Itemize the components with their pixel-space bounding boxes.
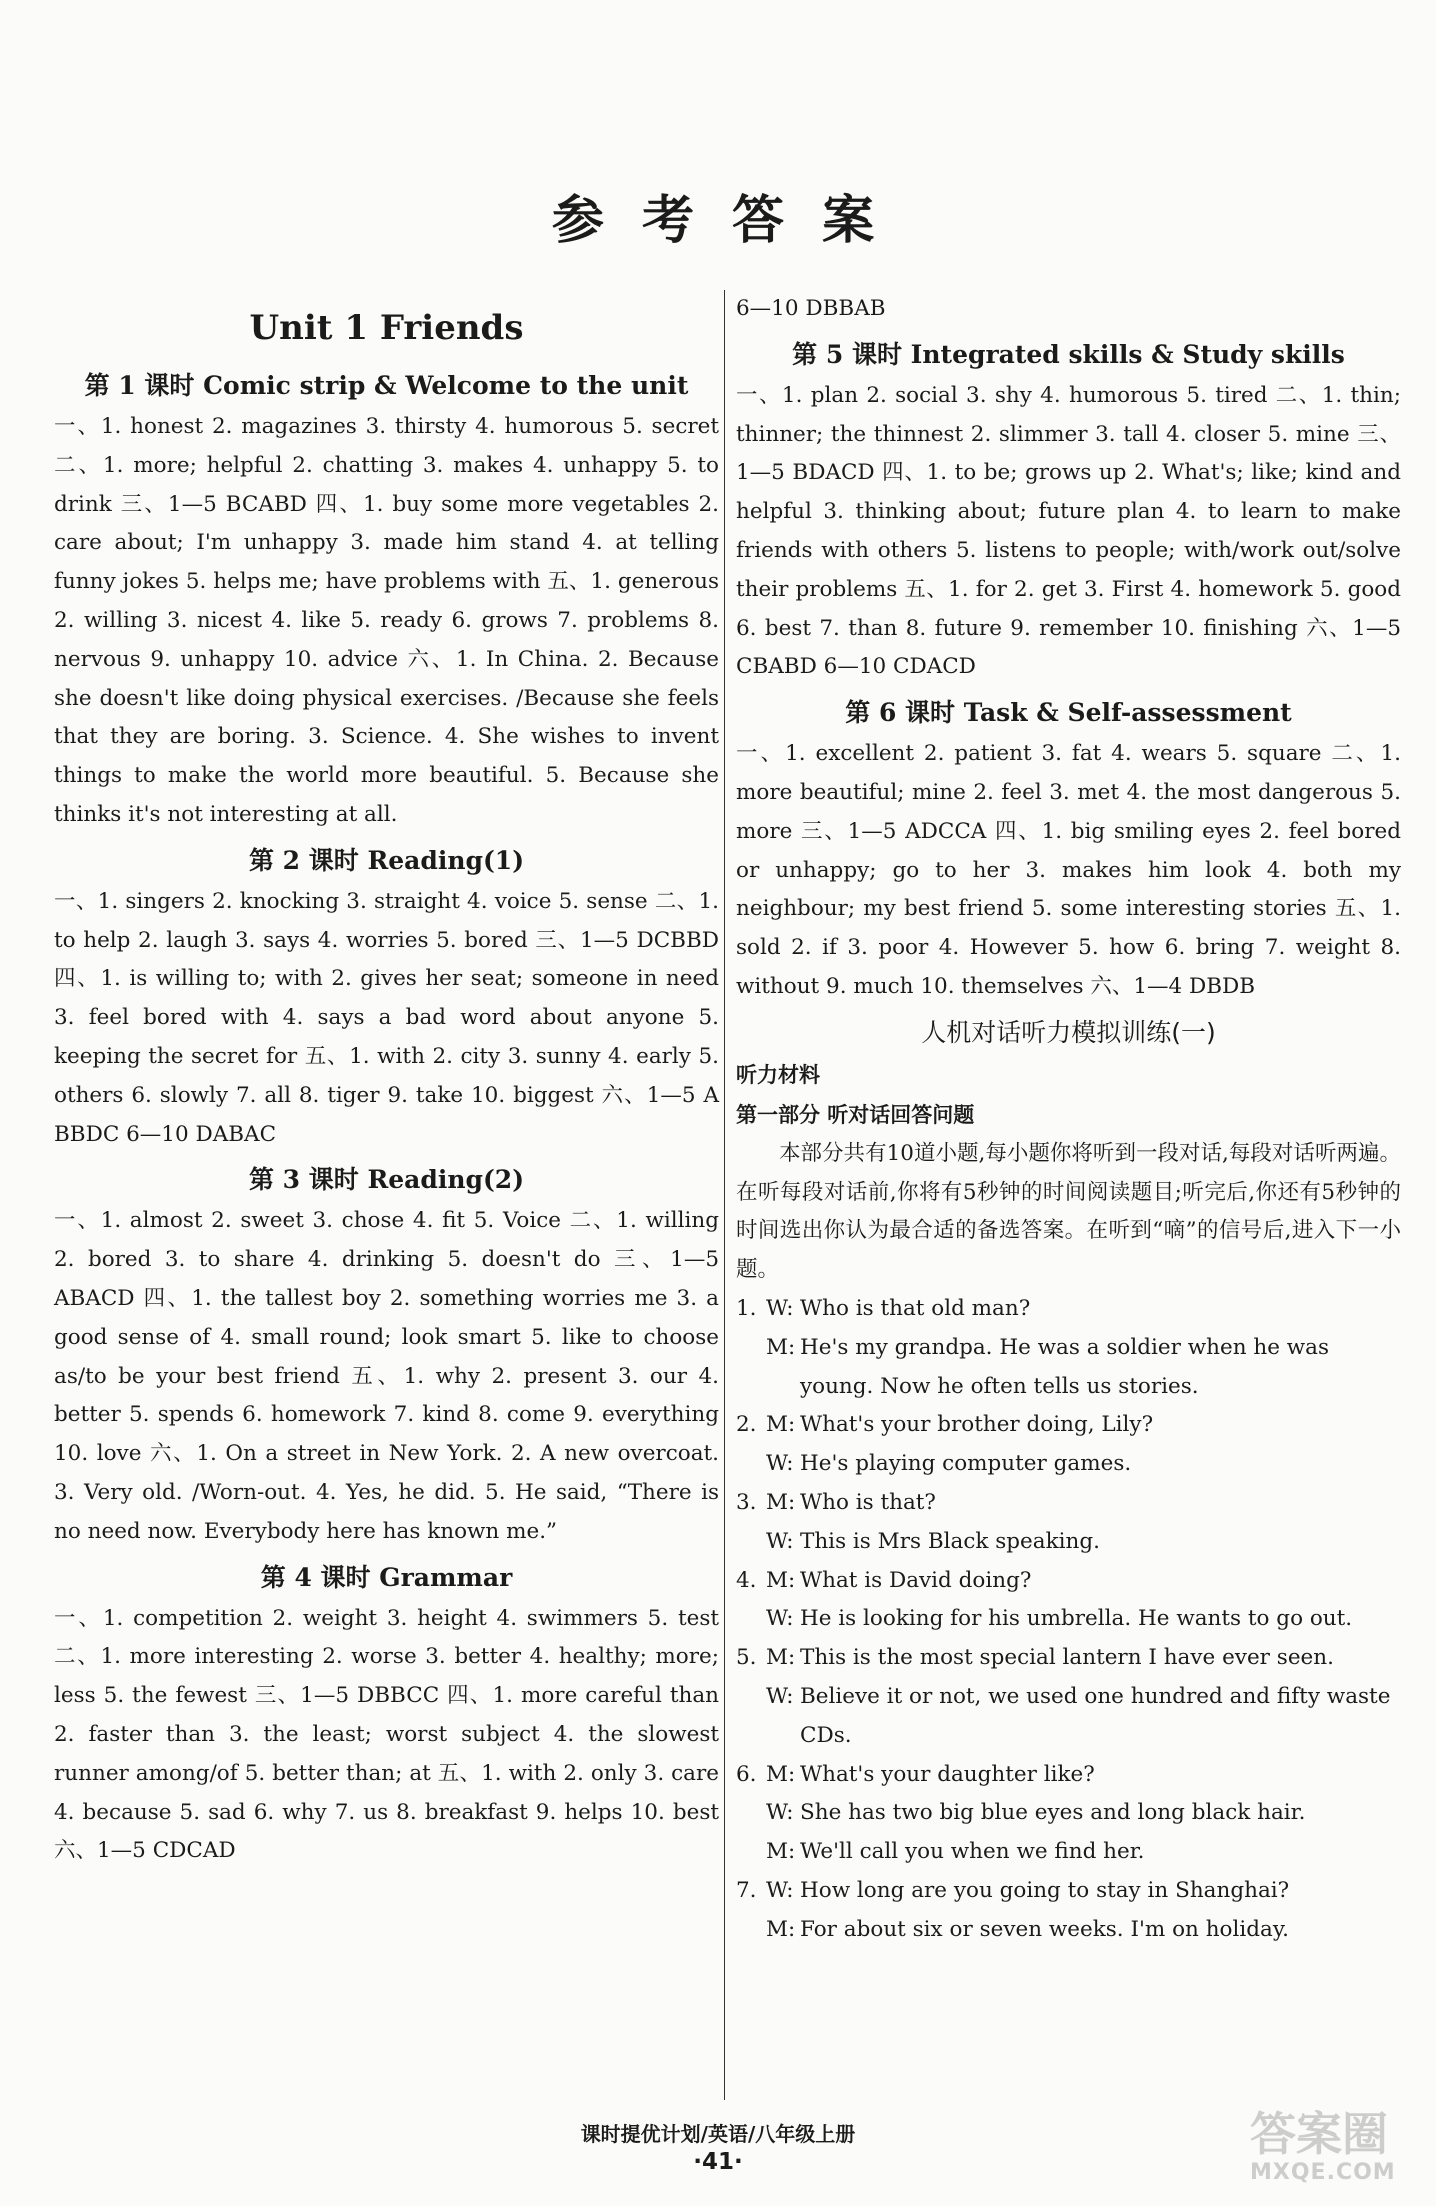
- lesson-2-answers: 一、1. singers 2. knocking 3. straight 4. voice 5. sense 二、1. to help 2. laugh 3. says 4. worries 5. bored 三、1—5 DCBBD 四、1. is willing to; with 2. gives her seat; someone in need 3. feel bored with 4. says a bad word about anyone 5. keeping the secret for 五、1. with 2. city 3. sunny 4. early 5. others 6. slowly 7. all 8. tiger 9. take 10. biggest 六、1—5 A BBDC 6—10 DABAC: [54, 888, 719, 1147]
- dialogue-text: He's playing computer games.: [800, 1451, 1132, 1477]
- dialogue-line: [736, 1290, 1401, 1329]
- speaker: W:: [766, 1606, 794, 1632]
- lesson-6-heading: 第 6 课时 Task & Self-assessment: [845, 698, 1292, 728]
- lesson-4-heading: 第 4 课时 Grammar: [260, 1562, 513, 1592]
- dialogue-text: What's your brother doing, Lily?: [800, 1412, 1154, 1438]
- speaker: W:: [766, 1295, 794, 1321]
- speaker: W:: [766, 1683, 794, 1709]
- watermark-logo: [1250, 2108, 1430, 2198]
- speaker: M:: [766, 1761, 796, 1787]
- speaker: M:: [766, 1645, 796, 1671]
- dialogue-text: This is the most special lantern I have ever seen.: [800, 1645, 1334, 1671]
- listening-intro: 本部分共有10道小题,每小题你将听到一段对话,每段对话听两遍。在听每段对话前,你将有5秒钟的时间阅读题目;听完后,你还有5秒钟的时间选出你认为最合适的备选答案。在听到“嘀”的信号后,进入下一小题。: [736, 1140, 1401, 1283]
- dialogue-text: How long are you going to stay in Shanghai?: [800, 1877, 1290, 1903]
- dialogue-line: [736, 1600, 1401, 1639]
- unit-heading: Unit 1 Friends: [249, 308, 524, 348]
- lesson-1-heading: 第 1 课时 Comic strip & Welcome to the unit: [84, 371, 689, 400]
- lesson-1-answers: 一、1. honest 2. magazines 3. thirsty 4. humorous 5. secret 二、1. more; helpful 2. chatting 3. makes 4. unhappy 5. to drink 三、1—5 BCABD 四、1. buy some more vegetables 2. care about; I'm unhappy 3. made him stand 4. at telling funny jokes 5. helps me; have problems with 五、1. generous 2. willing 3. nicest 4. like 5. ready 6. grows 7. problems 8. nervous 9. unhappy 10. advice 六、1. In China. 2. Because she doesn't like doing physical exercises. /Because she feels that they are boring. 3. Science. 4. She wishes to invent things to make the world more beautiful. 5. Because she thinks it's not interesting at all.: [54, 414, 719, 827]
- dialogue-number: 5.: [736, 1645, 757, 1671]
- speaker: W:: [766, 1877, 794, 1903]
- watermark-url: MXQE.COM: [1250, 2160, 1396, 2185]
- dialogue-text: We'll call you when we find her.: [800, 1839, 1145, 1865]
- dialogue-text: He is looking for his umbrella. He wants to go out.: [800, 1606, 1353, 1632]
- footer-title: 课时提优计划/英语/八年级上册: [580, 2122, 856, 2146]
- listening-part-label: 第一部分 听对话回答问题: [736, 1102, 975, 1127]
- speaker: M:: [766, 1412, 796, 1438]
- lesson-3-heading: 第 3 课时 Reading(2): [248, 1165, 525, 1195]
- dialogue-number: 6.: [736, 1761, 757, 1787]
- continued-answers: 6—10 DBBAB: [736, 296, 886, 321]
- speaker: M:: [766, 1489, 796, 1515]
- speaker: M:: [766, 1567, 796, 1593]
- dialogue-line: [736, 1523, 1401, 1562]
- lesson-4-answers: 一、1. competition 2. weight 3. height 4. swimmers 5. test 二、1. more interesting 2. worse 3. better 4. healthy; more; less 5. the fewest 三、1—5 DBBCC 四、1. more careful than 2. faster than 3. the least; worst subject 4. the slowest runner among/of 5. better than; at 五、1. with 2. only 3. care 4. because 5. sad 6. why 7. us 8. breakfast 9. helps 10. best 六、1—5 CDCAD: [54, 1605, 719, 1864]
- left-column: [54, 300, 719, 1871]
- dialogue-line: [736, 1872, 1401, 1911]
- lesson-5-answers: 一、1. plan 2. social 3. shy 4. humorous 5. tired 二、1. thin; thinner; the thinnest 2. slimmer 3. tall 4. closer 5. mine 三、1—5 BDACD 四、1. to be; grows up 2. What's; like; kind and helpful 3. thinking about; future plan 4. to learn to make friends with others 5. listens to people; with/work out/solve their problems 五、1. for 2. get 3. First 4. homework 5. good 6. best 7. than 8. future 9. remember 10. finishing 六、1—5 CBABD 6—10 CDACD: [736, 382, 1401, 680]
- lesson-3-answers: 一、1. almost 2. sweet 3. chose 4. fit 5. Voice 二、1. willing 2. bored 3. to share 4. drinking 5. doesn't do 三、1—5 ABACD 四、1. the tallest boy 2. something worries me 3. a good sense of 4. small round; look smart 5. like to choose as/to be your best friend 五、1. why 2. present 3. our 4. better 5. spends 6. homework 7. kind 8. come 9. everything 10. love 六、1. On a street in New York. 2. A new overcoat. 3. Very old. /Worn-out. 4. Yes, he did. 5. He said, “There is no need now. Everybody here has known me.”: [54, 1208, 719, 1544]
- watermark-text: 答案圈: [1250, 2107, 1388, 2161]
- dialogue-text: She has two big blue eyes and long black hair.: [800, 1800, 1306, 1826]
- dialogue-line: [736, 1639, 1401, 1678]
- dialogue-number: 4.: [736, 1567, 757, 1593]
- speaker: M:: [766, 1839, 796, 1865]
- listening-material-label: 听力材料: [736, 1062, 820, 1087]
- dialogue-list: [736, 1290, 1401, 1950]
- dialogue-line: [736, 1756, 1401, 1795]
- dialogue-line: [736, 1911, 1401, 1950]
- page-title: 参 考 答 案: [551, 191, 885, 251]
- page-number: ·41·: [693, 2149, 743, 2175]
- dialogue-text: Believe it or not, we used one hundred and fifty waste CDs.: [800, 1683, 1391, 1748]
- dialogue-text: Who is that?: [800, 1489, 936, 1515]
- lesson-5-heading: 第 5 课时 Integrated skills & Study skills: [792, 339, 1345, 369]
- dialogue-line: [736, 1833, 1401, 1872]
- dialogue-line: [736, 1484, 1401, 1523]
- dialogue-line: [736, 1562, 1401, 1601]
- dialogue-number: 3.: [736, 1489, 757, 1515]
- column-divider: [724, 290, 725, 2100]
- dialogue-line: [736, 1794, 1401, 1833]
- listening-heading: 人机对话听力模拟训练(一): [921, 1017, 1216, 1047]
- dialogue-text: For about six or seven weeks. I'm on holiday.: [800, 1916, 1289, 1942]
- speaker: W:: [766, 1800, 794, 1826]
- dialogue-line: [736, 1678, 1401, 1756]
- dialogue-text: What's your daughter like?: [800, 1761, 1095, 1787]
- dialogue-text: Who is that old man?: [800, 1295, 1031, 1321]
- dialogue-line: [736, 1329, 1401, 1407]
- dialogue-line: [736, 1406, 1401, 1445]
- dialogue-text: This is Mrs Black speaking.: [800, 1528, 1100, 1554]
- dialogue-number: 2.: [736, 1412, 757, 1438]
- speaker: W:: [766, 1451, 794, 1477]
- right-column: [736, 290, 1401, 1949]
- dialogue-number: 7.: [736, 1877, 757, 1903]
- speaker: W:: [766, 1528, 794, 1554]
- page-footer: [0, 2118, 1436, 2175]
- speaker: M:: [766, 1334, 796, 1360]
- dialogue-line: [736, 1445, 1401, 1484]
- speaker: M:: [766, 1916, 796, 1942]
- lesson-6-answers: 一、1. excellent 2. patient 3. fat 4. wears 5. square 二、1. more beautiful; mine 2. feel 3. met 4. the most dangerous 5. more 三、1—5 ADCCA 四、1. big smiling eyes 2. feel bored or unhappy; go to her 3. makes him look 4. both my neighbour; my best friend 5. some interesting stories 五、1. sold 2. if 3. poor 4. However 5. how 6. bring 7. weight 8. without 9. much 10. themselves 六、1—4 DBDB: [736, 741, 1401, 999]
- dialogue-text: He's my grandpa. He was a soldier when he was young. Now he often tells us stories.: [800, 1334, 1330, 1399]
- lesson-2-heading: 第 2 课时 Reading(1): [248, 845, 525, 875]
- dialogue-text: What is David doing?: [800, 1567, 1032, 1593]
- dialogue-number: 1.: [736, 1295, 757, 1321]
